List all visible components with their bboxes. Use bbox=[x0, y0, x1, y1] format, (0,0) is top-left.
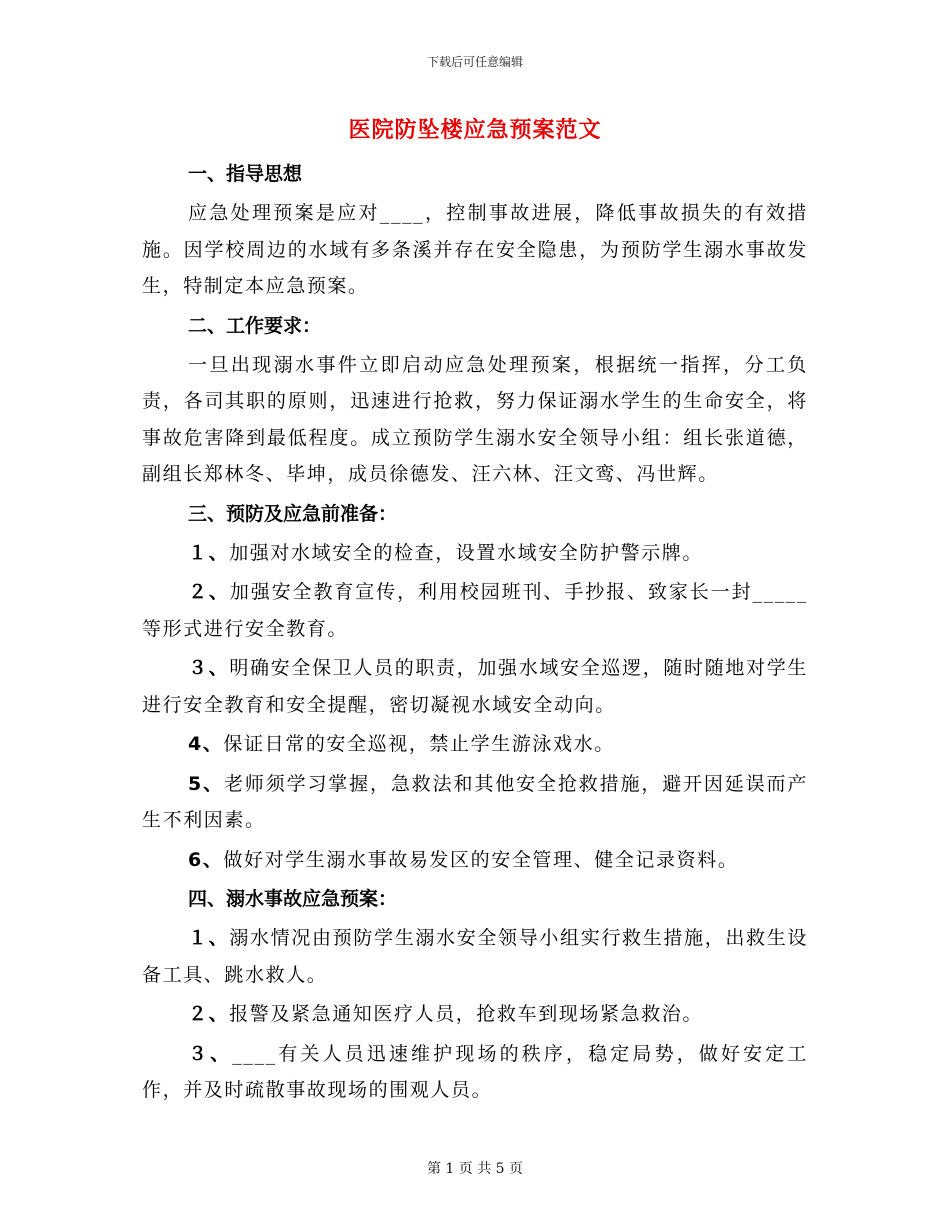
document-body bbox=[142, 156, 808, 1112]
item-number: 5、 bbox=[188, 772, 224, 795]
page-footer: 第 1 页 共 5 页 bbox=[426, 1161, 524, 1177]
section-1-paragraph: 应急处理预案是应对____，控制事故进展，降低事故损失的有效措施。因学校周边的水域有多条溪并存在安全隐患，为预防学生溺水事故发生，特制定本应急预案。 bbox=[142, 202, 808, 297]
header-note: 下载后可任意编辑 bbox=[426, 55, 523, 69]
item-text: 溺水情况由预防学生溺水安全领导小组实行救生措施，出救生设备工具、跳水救人。 bbox=[142, 927, 808, 986]
item-number: １、 bbox=[188, 541, 230, 564]
document-title: 医院防坠楼应急预案范文 bbox=[348, 117, 602, 143]
section-heading-1: 一、指导思想 bbox=[188, 163, 303, 185]
item-text: 加强安全教育宣传，利用校园班刊、手抄报、致家长一封_____等形式进行安全教育。 bbox=[142, 581, 808, 640]
section-heading-4: 四、溺水事故应急预案： bbox=[188, 888, 398, 910]
item-number: 6、 bbox=[188, 848, 224, 871]
list-item bbox=[142, 650, 808, 723]
item-text: 老师须学习掌握，急救法和其他安全抢救措施，避开因延误而产生不利因素。 bbox=[142, 772, 809, 831]
list-item bbox=[142, 574, 808, 647]
item-text: 保证日常的安全巡视，禁止学生游泳戏水。 bbox=[223, 733, 615, 755]
item-text: 明确安全保卫人员的职责，加强水域安全巡逻，随时随地对学生进行安全教育和安全提醒，密切凝视水域安全动向。 bbox=[142, 657, 808, 716]
list-item bbox=[142, 996, 808, 1033]
item-number: ３、 bbox=[188, 1042, 233, 1065]
item-text: 报警及紧急通知医疗人员，抢救车到现场紧急救治。 bbox=[229, 1003, 704, 1025]
item-text: ____有关人员迅速维护现场的秩序，稳定局势，做好安定工作，并及时疏散事故现场的围观人员。 bbox=[142, 1042, 808, 1101]
section-heading-3: 三、预防及应急前准备： bbox=[188, 502, 398, 525]
item-number: ２、 bbox=[188, 1003, 230, 1025]
list-item bbox=[142, 920, 808, 993]
list-item bbox=[142, 535, 808, 572]
item-number: １、 bbox=[188, 927, 230, 949]
item-number: ３、 bbox=[188, 657, 230, 679]
section-heading-2: 二、工作要求： bbox=[188, 314, 322, 337]
section-2-paragraph: 一旦出现溺水事件立即启动应急处理预案，根据统一指挥，分工负责，各司其职的原则，迅速进行抢救，努力保证溺水学生的生命安全，将事故危害降到最低程度。成立预防学生溺水安全领导小组：组长张道德，副组长郑林冬、毕坤，成员徐德发、汪六林、汪文鸾、冯世辉。 bbox=[142, 353, 808, 485]
list-item bbox=[142, 1036, 808, 1109]
list-item bbox=[142, 726, 808, 763]
item-number: ２、 bbox=[188, 581, 230, 603]
list-item bbox=[142, 842, 808, 879]
item-number: 4、 bbox=[188, 733, 224, 755]
item-text: 做好对学生溺水事故易发区的安全管理、健全记录资料。 bbox=[223, 848, 739, 871]
list-item bbox=[142, 766, 808, 839]
item-text: 加强对水域安全的检查，设置水域安全防护警示牌。 bbox=[229, 541, 704, 564]
